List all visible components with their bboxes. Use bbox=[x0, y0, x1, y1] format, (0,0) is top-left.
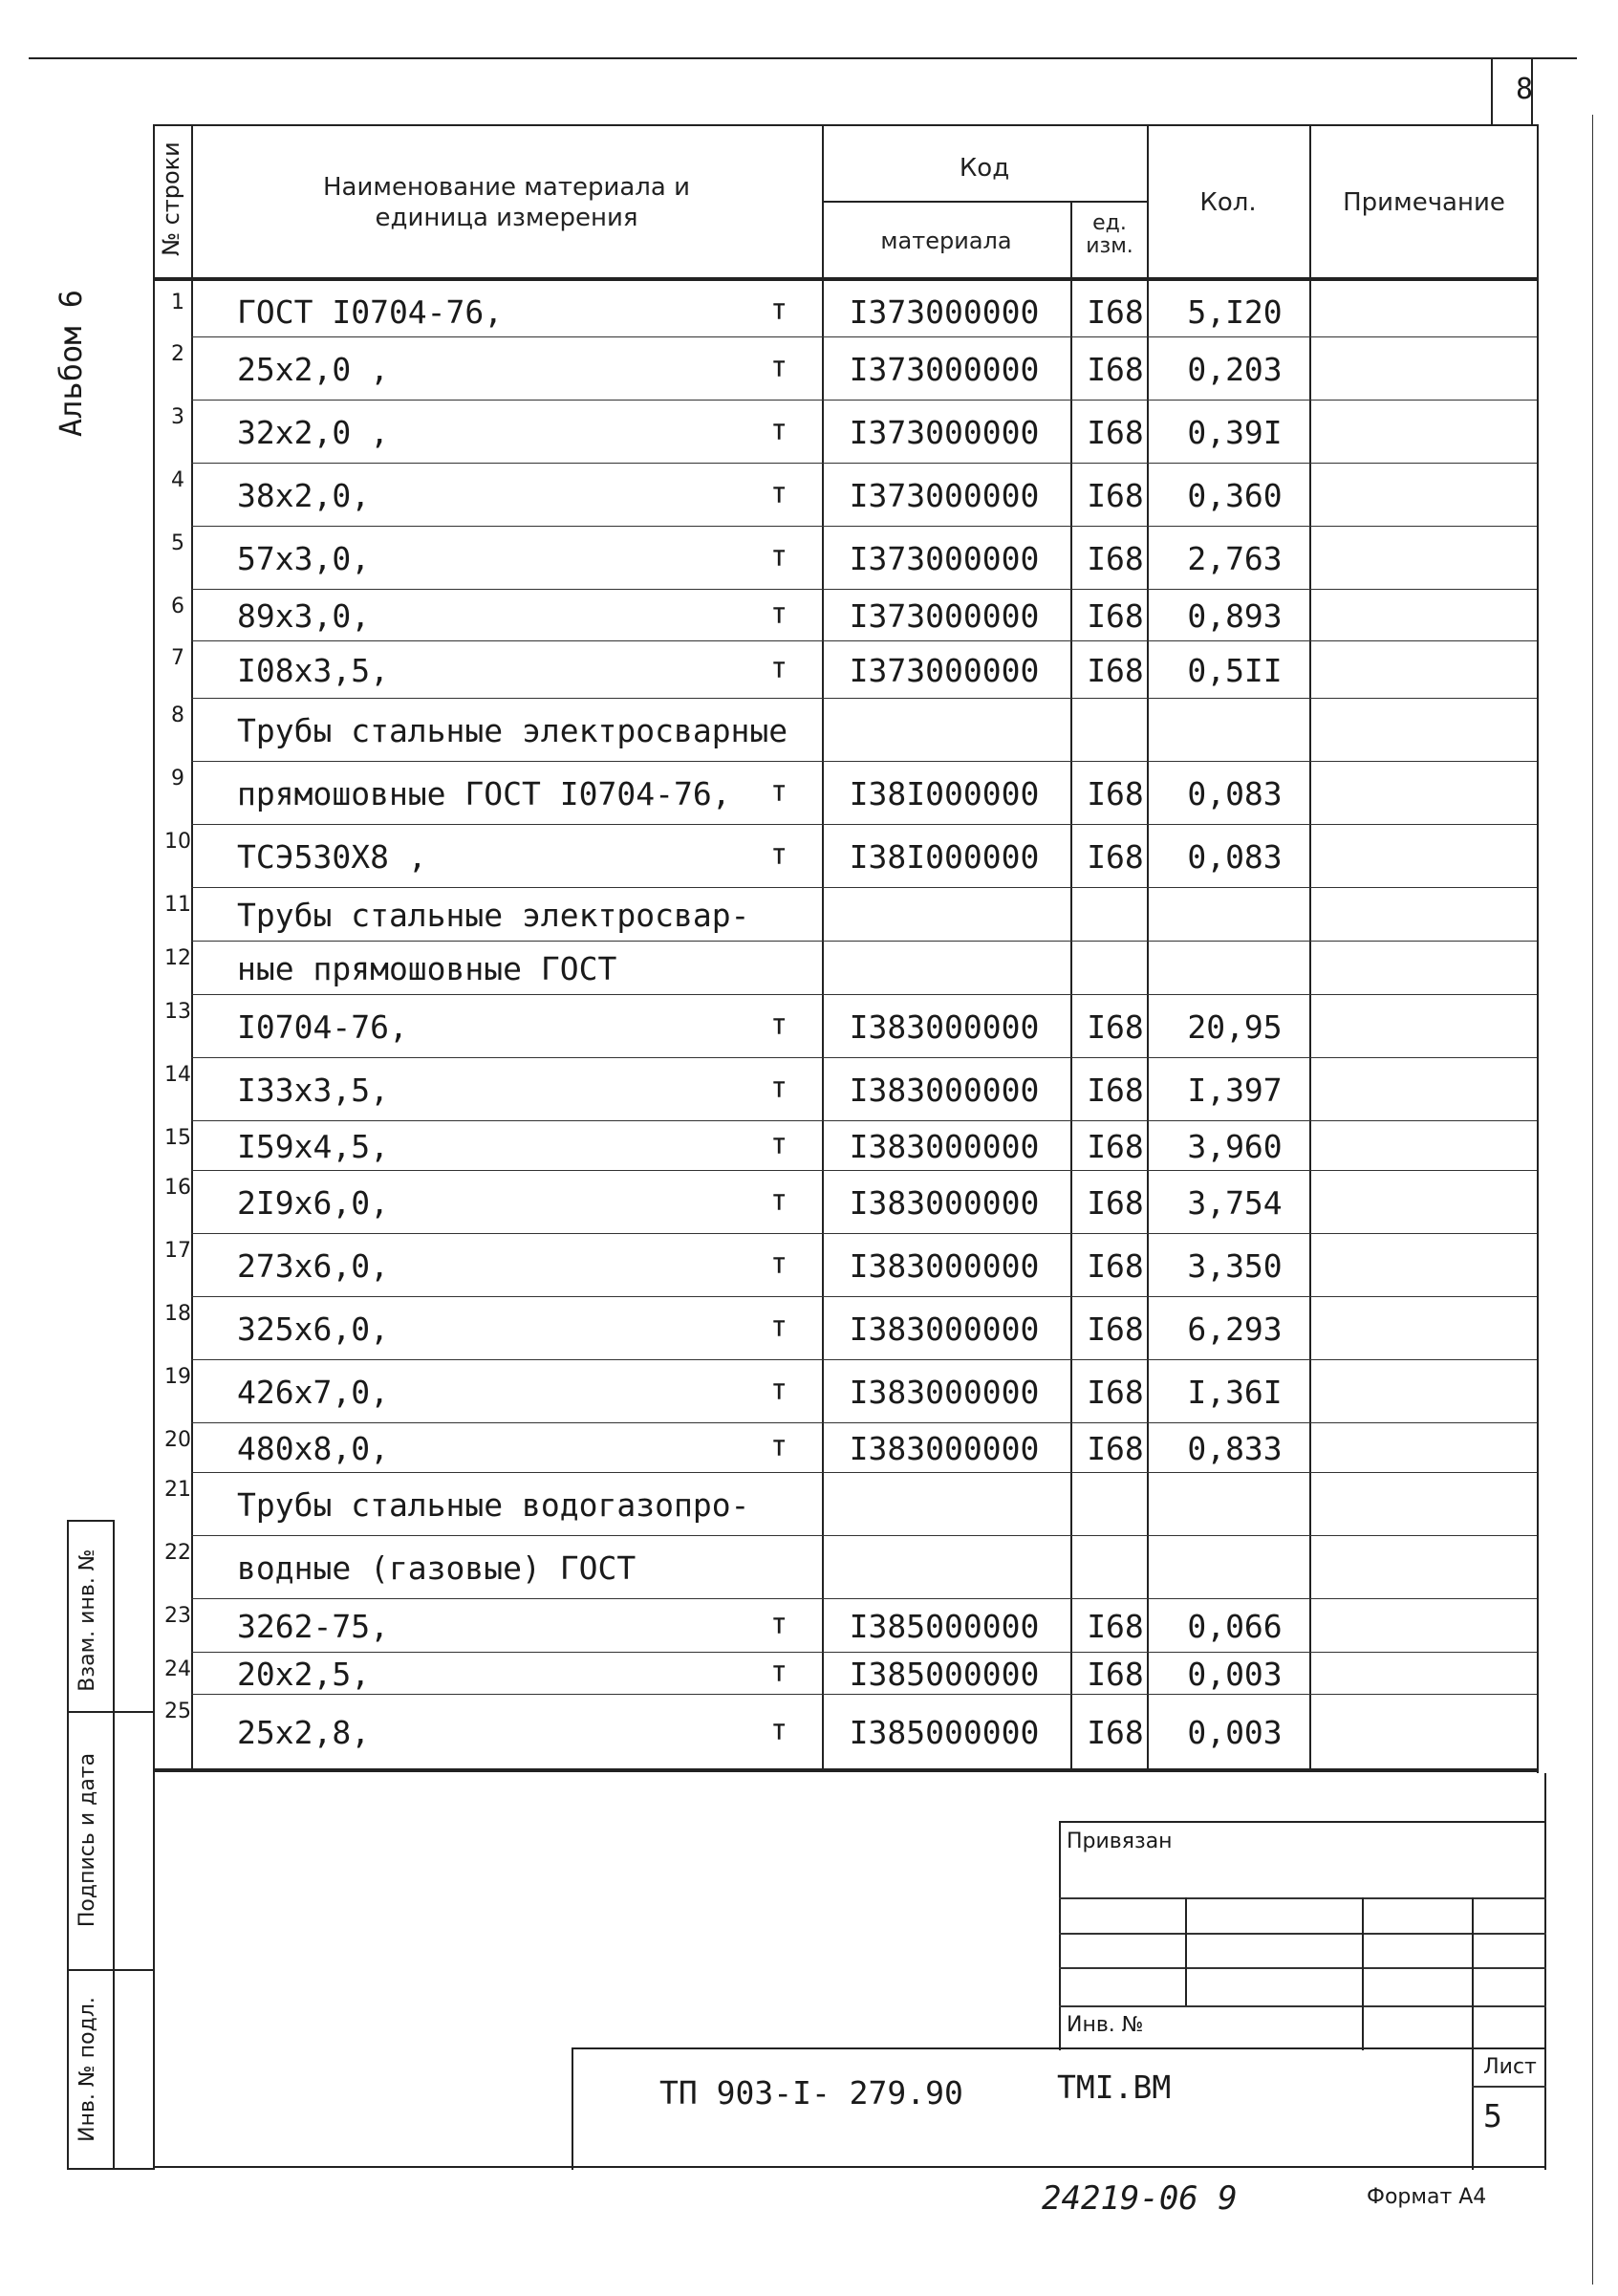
row-divider bbox=[191, 698, 1537, 699]
row-divider bbox=[191, 1422, 1537, 1423]
material-name: I0704-76, bbox=[237, 1008, 408, 1046]
unit-code: I68 bbox=[1087, 414, 1144, 451]
material-name: 426x7,0, bbox=[237, 1374, 389, 1411]
material-code: I385000000 bbox=[849, 1656, 1040, 1693]
stamp-inv-podl: Инв. № подл. bbox=[76, 1997, 99, 2142]
unit-label: т bbox=[769, 1608, 788, 1641]
material-name: ные прямошовные ГОСТ bbox=[237, 950, 617, 987]
material-name: Трубы стальные электросвар- bbox=[237, 897, 750, 934]
row-number: 17 bbox=[164, 1239, 191, 1263]
unit-label: т bbox=[769, 1430, 788, 1463]
unit-label: т bbox=[769, 1128, 788, 1161]
row-number: 13 bbox=[164, 1000, 191, 1024]
unit-code: I68 bbox=[1087, 540, 1144, 577]
material-name: 273x6,0, bbox=[237, 1247, 389, 1285]
unit-code: I68 bbox=[1087, 1072, 1144, 1109]
row-divider bbox=[191, 463, 1537, 464]
quantity: 0,203 bbox=[1187, 351, 1283, 388]
header-row-no: № строки bbox=[158, 141, 184, 256]
material-name: I59x4,5, bbox=[237, 1128, 389, 1165]
quantity: 0,893 bbox=[1187, 597, 1283, 635]
row-divider bbox=[191, 526, 1537, 527]
unit-code: I68 bbox=[1087, 1430, 1144, 1467]
material-code: I373000000 bbox=[849, 293, 1040, 331]
row-divider bbox=[191, 1296, 1537, 1297]
material-code: I383000000 bbox=[849, 1184, 1040, 1222]
album-label: Альбом 6 bbox=[53, 289, 89, 438]
unit-label: т bbox=[769, 1714, 788, 1747]
material-code: I373000000 bbox=[849, 477, 1040, 514]
material-name: прямошовные ГОСТ I0704-76, bbox=[237, 775, 731, 812]
unit-label: т bbox=[769, 351, 788, 384]
material-code: I373000000 bbox=[849, 597, 1040, 635]
unit-label: т bbox=[769, 838, 788, 872]
unit-label: т bbox=[769, 1374, 788, 1407]
unit-label: т bbox=[769, 293, 788, 327]
unit-code: I68 bbox=[1087, 1374, 1144, 1411]
format-label: Формат А4 bbox=[1367, 2185, 1487, 2209]
material-name: 25x2,8, bbox=[237, 1714, 371, 1751]
material-code: I383000000 bbox=[849, 1247, 1040, 1285]
material-code: I373000000 bbox=[849, 540, 1040, 577]
unit-code: I68 bbox=[1087, 1008, 1144, 1046]
quantity: 2,763 bbox=[1187, 540, 1283, 577]
unit-code: I68 bbox=[1087, 838, 1144, 876]
row-number: 3 bbox=[171, 405, 184, 429]
row-divider bbox=[191, 1472, 1537, 1473]
row-divider bbox=[191, 1170, 1537, 1171]
inv-no-label: Инв. № bbox=[1067, 2013, 1144, 2037]
row-number: 10 bbox=[164, 830, 191, 854]
row-divider bbox=[191, 1359, 1537, 1360]
row-number: 4 bbox=[171, 468, 184, 492]
row-number: 6 bbox=[171, 595, 184, 618]
stamp-vzam-inv: Взам. инв. № bbox=[76, 1549, 99, 1692]
material-code: I383000000 bbox=[849, 1128, 1040, 1165]
row-number: 15 bbox=[164, 1126, 191, 1150]
unit-code: I68 bbox=[1087, 1656, 1144, 1693]
material-code: I383000000 bbox=[849, 1374, 1040, 1411]
row-number: 5 bbox=[171, 531, 184, 555]
row-number: 18 bbox=[164, 1302, 191, 1326]
row-divider bbox=[191, 1598, 1537, 1599]
page-number: 8 bbox=[1515, 73, 1534, 106]
unit-label: т bbox=[769, 1310, 788, 1344]
quantity: 20,95 bbox=[1187, 1008, 1283, 1046]
material-code: I38I000000 bbox=[849, 838, 1040, 876]
row-number: 22 bbox=[164, 1541, 191, 1565]
unit-label: т bbox=[769, 1247, 788, 1281]
material-code: I385000000 bbox=[849, 1608, 1040, 1645]
unit-code: I68 bbox=[1087, 351, 1144, 388]
doc-code: ТМI.ВМ bbox=[1057, 2069, 1172, 2106]
header-name: Наименование материала и единица измерения bbox=[322, 173, 691, 232]
quantity: 0,003 bbox=[1187, 1714, 1283, 1751]
material-code: I383000000 bbox=[849, 1072, 1040, 1109]
quantity: 3,960 bbox=[1187, 1128, 1283, 1165]
quantity: I,397 bbox=[1187, 1072, 1283, 1109]
unit-code: I68 bbox=[1087, 775, 1144, 812]
quantity: 0,360 bbox=[1187, 477, 1283, 514]
material-name: 89x3,0, bbox=[237, 597, 371, 635]
material-name: I33x3,5, bbox=[237, 1072, 389, 1109]
quantity: 6,293 bbox=[1187, 1310, 1283, 1348]
row-number: 25 bbox=[164, 1700, 191, 1723]
quantity: 3,754 bbox=[1187, 1184, 1283, 1222]
row-divider bbox=[191, 761, 1537, 762]
quantity: 0,066 bbox=[1187, 1608, 1283, 1645]
material-code: I373000000 bbox=[849, 414, 1040, 451]
row-divider bbox=[191, 1233, 1537, 1234]
unit-label: т bbox=[769, 540, 788, 574]
quantity: 5,I20 bbox=[1187, 293, 1283, 331]
row-divider bbox=[191, 994, 1537, 995]
unit-code: I68 bbox=[1087, 652, 1144, 689]
stamp-number: 24219-06 9 bbox=[1042, 2179, 1238, 2218]
quantity: 0,083 bbox=[1187, 838, 1283, 876]
unit-label: т bbox=[769, 477, 788, 510]
row-number: 12 bbox=[164, 946, 191, 970]
row-divider bbox=[191, 336, 1537, 337]
unit-label: т bbox=[769, 1008, 788, 1042]
quantity: 0,003 bbox=[1187, 1656, 1283, 1693]
material-name: Трубы стальные водогазопро- bbox=[237, 1486, 750, 1524]
row-number: 16 bbox=[164, 1176, 191, 1200]
row-divider bbox=[191, 640, 1537, 641]
row-divider bbox=[191, 1535, 1537, 1536]
quantity: 0,39I bbox=[1187, 414, 1283, 451]
material-name: 32x2,0 , bbox=[237, 414, 389, 451]
row-number: 20 bbox=[164, 1428, 191, 1452]
unit-label: т bbox=[769, 1184, 788, 1218]
sheet-label: Лист bbox=[1483, 2055, 1537, 2079]
material-name: ГОСТ I0704-76, bbox=[237, 293, 504, 331]
material-code: I38I000000 bbox=[849, 775, 1040, 812]
header-material-code: материала bbox=[880, 227, 1012, 254]
row-number: 7 bbox=[171, 646, 184, 670]
row-number: 1 bbox=[171, 291, 184, 314]
row-number: 21 bbox=[164, 1478, 191, 1502]
material-name: Трубы стальные электросварные bbox=[237, 712, 788, 749]
row-divider bbox=[191, 1120, 1537, 1121]
unit-code: I68 bbox=[1087, 1128, 1144, 1165]
row-divider bbox=[191, 400, 1537, 401]
unit-code: I68 bbox=[1087, 1608, 1144, 1645]
material-name: водные (газовые) ГОСТ bbox=[237, 1549, 636, 1587]
material-name: 2I9x6,0, bbox=[237, 1184, 389, 1222]
material-name: 3262-75, bbox=[237, 1608, 389, 1645]
sheet-value: 5 bbox=[1483, 2097, 1502, 2134]
row-number: 24 bbox=[164, 1657, 191, 1681]
row-number: 2 bbox=[171, 342, 184, 366]
material-code: I383000000 bbox=[849, 1310, 1040, 1348]
row-divider bbox=[191, 887, 1537, 888]
row-number: 19 bbox=[164, 1365, 191, 1389]
header-note: Примечание bbox=[1343, 188, 1505, 217]
material-name: 325x6,0, bbox=[237, 1310, 389, 1348]
header-quantity: Кол. bbox=[1199, 188, 1257, 217]
unit-label: т bbox=[769, 414, 788, 447]
material-name: ТСЭ530Х8 , bbox=[237, 838, 427, 876]
unit-code: I68 bbox=[1087, 597, 1144, 635]
material-code: I383000000 bbox=[849, 1008, 1040, 1046]
unit-label: т bbox=[769, 1072, 788, 1105]
unit-code: I68 bbox=[1087, 1310, 1144, 1348]
designation: ТП 903-I- 279.90 bbox=[659, 2074, 963, 2112]
unit-code: I68 bbox=[1087, 1184, 1144, 1222]
quantity: I,36I bbox=[1187, 1374, 1283, 1411]
material-name: 38x2,0, bbox=[237, 477, 371, 514]
material-code: I385000000 bbox=[849, 1714, 1040, 1751]
material-name: I08x3,5, bbox=[237, 652, 389, 689]
row-number: 9 bbox=[171, 767, 184, 791]
material-code: I373000000 bbox=[849, 652, 1040, 689]
unit-code: I68 bbox=[1087, 293, 1144, 331]
row-number: 14 bbox=[164, 1063, 191, 1087]
quantity: 0,833 bbox=[1187, 1430, 1283, 1467]
row-divider bbox=[191, 824, 1537, 825]
material-name: 480x8,0, bbox=[237, 1430, 389, 1467]
privyazan-label: Привязан bbox=[1067, 1830, 1173, 1853]
row-number: 8 bbox=[171, 704, 184, 727]
quantity: 3,350 bbox=[1187, 1247, 1283, 1285]
row-divider bbox=[191, 1057, 1537, 1058]
row-number: 23 bbox=[164, 1604, 191, 1628]
unit-code: I68 bbox=[1087, 477, 1144, 514]
header-code: Код bbox=[959, 154, 1010, 183]
material-name: 25x2,0 , bbox=[237, 351, 389, 388]
stamp-podpis: Подпись и дата bbox=[76, 1752, 99, 1928]
unit-label: т bbox=[769, 597, 788, 631]
material-code: I373000000 bbox=[849, 351, 1040, 388]
material-code: I383000000 bbox=[849, 1430, 1040, 1467]
unit-label: т bbox=[769, 775, 788, 809]
header-unit-code: ед. изм. bbox=[1086, 211, 1133, 258]
quantity: 0,083 bbox=[1187, 775, 1283, 812]
row-divider bbox=[191, 1694, 1537, 1695]
unit-label: т bbox=[769, 1656, 788, 1689]
material-name: 57x3,0, bbox=[237, 540, 371, 577]
material-name: 20x2,5, bbox=[237, 1656, 371, 1693]
quantity: 0,5II bbox=[1187, 652, 1283, 689]
row-number: 11 bbox=[164, 893, 191, 917]
unit-code: I68 bbox=[1087, 1714, 1144, 1751]
unit-label: т bbox=[769, 652, 788, 685]
row-divider bbox=[191, 941, 1537, 942]
unit-code: I68 bbox=[1087, 1247, 1144, 1285]
row-divider bbox=[191, 589, 1537, 590]
row-divider bbox=[191, 1652, 1537, 1653]
